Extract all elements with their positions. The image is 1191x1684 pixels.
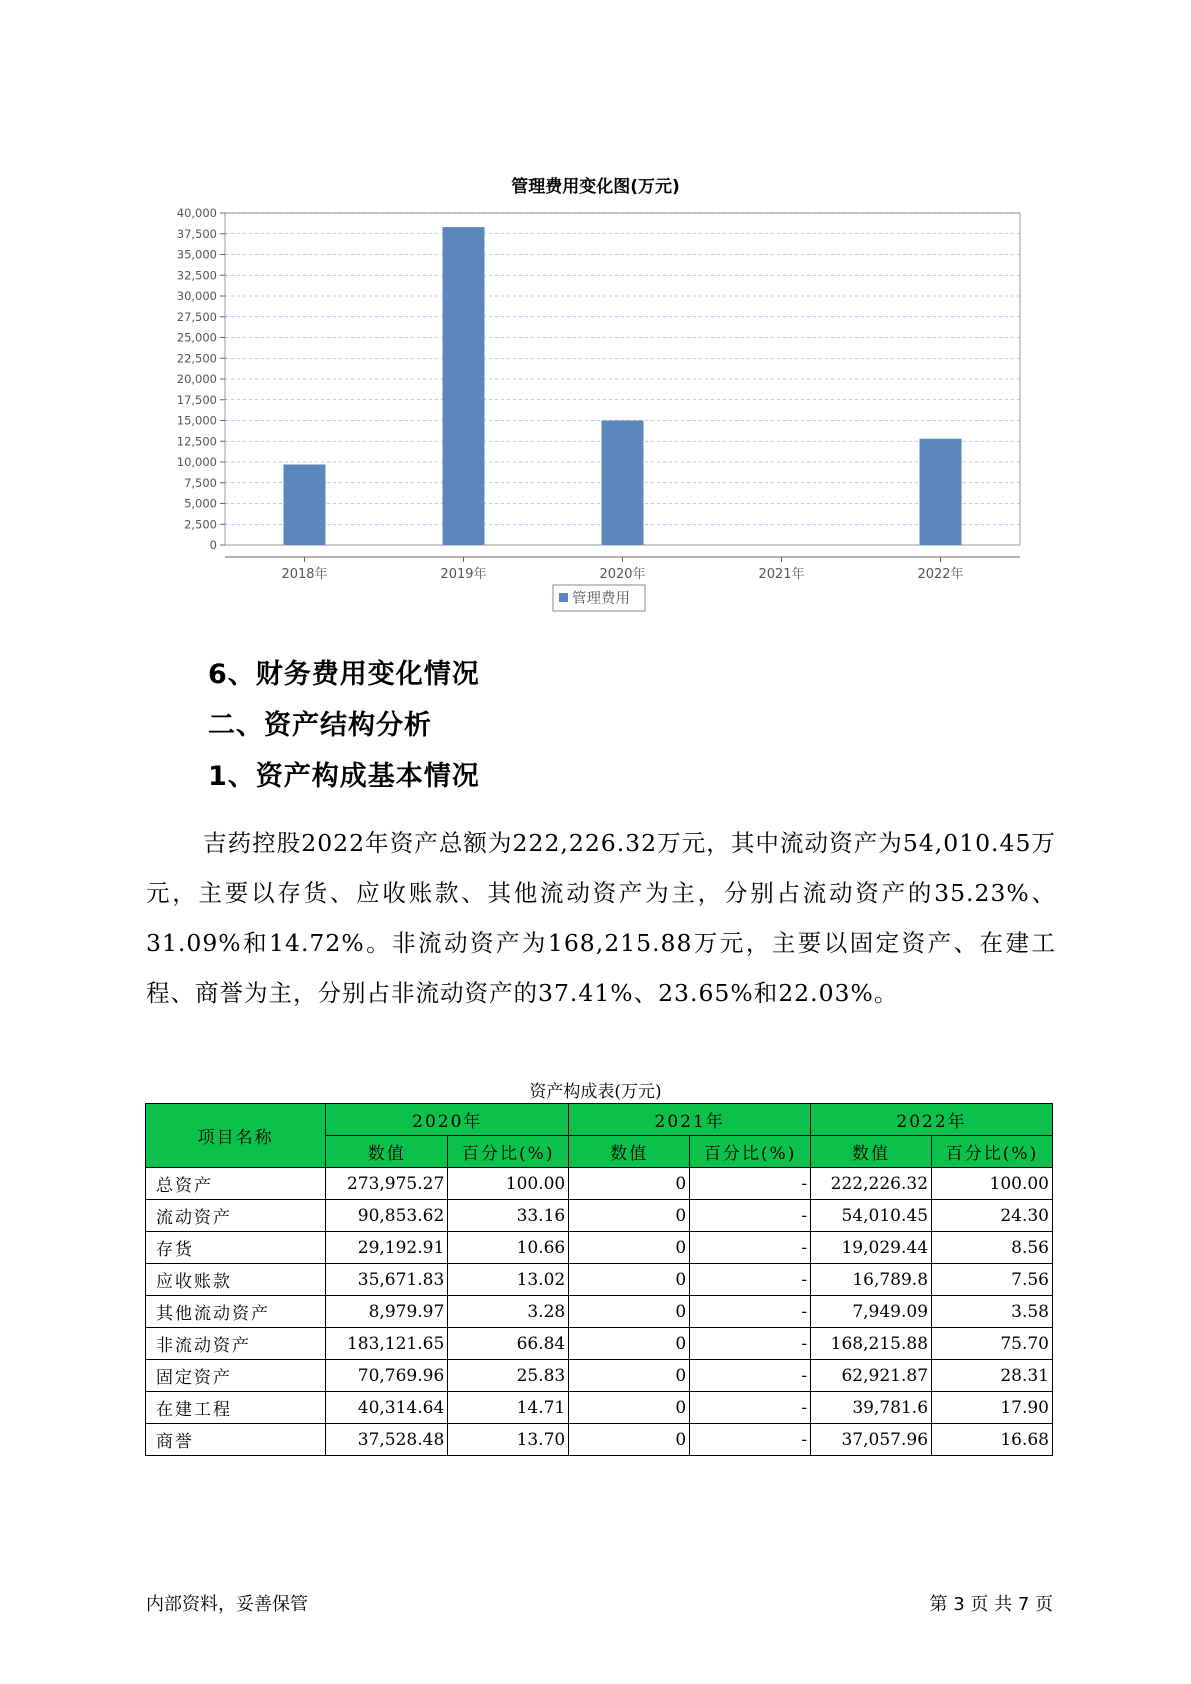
- value-header: 数值: [811, 1136, 932, 1168]
- value-2021-cell: 0: [569, 1328, 690, 1360]
- percent-2022-cell: 75.70: [932, 1328, 1053, 1360]
- x-tick-label: 2019年: [440, 567, 487, 582]
- bar-2018年: [284, 464, 326, 545]
- value-2020-cell: 8,979.97: [326, 1296, 448, 1328]
- y-tick-label: 0: [209, 538, 217, 552]
- percent-2020-cell: 14.71: [448, 1392, 569, 1424]
- table-row: [146, 1232, 1053, 1264]
- bar-2022年: [920, 439, 962, 545]
- value-2022-cell: 37,057.96: [811, 1424, 932, 1456]
- percent-2022-cell: 100.00: [932, 1168, 1053, 1200]
- asset-composition-table: [145, 1103, 1053, 1456]
- chart-title: 管理费用变化图(万元): [511, 177, 680, 197]
- percent-2021-cell: -: [690, 1168, 811, 1200]
- footer-page-number: 第 3 页 共 7 页: [929, 1594, 1053, 1615]
- value-2021-cell: 0: [569, 1264, 690, 1296]
- y-tick-label: 35,000: [176, 247, 217, 262]
- value-2022-cell: 7,949.09: [811, 1296, 932, 1328]
- percent-2021-cell: -: [690, 1200, 811, 1232]
- value-2020-cell: 37,528.48: [326, 1424, 448, 1456]
- table-row: [146, 1296, 1053, 1328]
- percent-2021-cell: -: [690, 1296, 811, 1328]
- value-2022-cell: 16,789.8: [811, 1264, 932, 1296]
- percent-2021-cell: -: [690, 1360, 811, 1392]
- y-tick-label: 10,000: [176, 455, 217, 469]
- item-name-header: 项目名称: [146, 1104, 326, 1168]
- value-2022-cell: 168,215.88: [811, 1328, 932, 1360]
- table-row: [146, 1328, 1053, 1360]
- y-tick-label: 30,000: [176, 289, 217, 303]
- x-tick-label: 2020年: [599, 567, 646, 582]
- percent-2022-cell: 7.56: [932, 1264, 1053, 1296]
- value-2021-cell: 0: [569, 1232, 690, 1264]
- percent-2021-cell: -: [690, 1232, 811, 1264]
- table-title: 资产构成表(万元): [529, 1082, 662, 1102]
- footer-confidential-note: 内部资料，妥善保管: [146, 1594, 308, 1615]
- row-label: 商誉: [146, 1424, 326, 1456]
- y-tick-label: 37,500: [176, 226, 217, 241]
- table-row: [146, 1424, 1053, 1456]
- value-2020-cell: 273,975.27: [326, 1168, 448, 1200]
- heading-asset-composition: 1、资产构成基本情况: [208, 761, 480, 792]
- table-row: [146, 1264, 1053, 1296]
- y-tick-label: 40,000: [176, 206, 217, 220]
- percent-2022-cell: 17.90: [932, 1392, 1053, 1424]
- row-label: 固定资产: [146, 1360, 326, 1392]
- percent-2022-cell: 16.68: [932, 1424, 1053, 1456]
- bar-2019年: [443, 227, 485, 545]
- value-2020-cell: 183,121.65: [326, 1328, 448, 1360]
- y-tick-label: 17,500: [176, 392, 217, 407]
- value-header: 数值: [326, 1136, 448, 1168]
- percent-2020-cell: 66.84: [448, 1328, 569, 1360]
- year-header-2021: 2021年: [569, 1104, 811, 1136]
- percent-2021-cell: -: [690, 1424, 811, 1456]
- y-tick-label: 32,500: [176, 268, 217, 283]
- table-row: [146, 1200, 1053, 1232]
- y-tick-label: 20,000: [176, 372, 217, 386]
- percent-2020-cell: 33.16: [448, 1200, 569, 1232]
- value-2022-cell: 62,921.87: [811, 1360, 932, 1392]
- percent-2022-cell: 24.30: [932, 1200, 1053, 1232]
- y-tick-label: 5,000: [184, 496, 217, 511]
- y-tick-label: 2,500: [184, 517, 217, 532]
- row-label: 存货: [146, 1232, 326, 1264]
- table-row: [146, 1360, 1053, 1392]
- value-2021-cell: 0: [569, 1424, 690, 1456]
- percent-2022-cell: 28.31: [932, 1360, 1053, 1392]
- y-tick-label: 22,500: [176, 351, 217, 366]
- row-label: 流动资产: [146, 1200, 326, 1232]
- percent-2020-cell: 13.02: [448, 1264, 569, 1296]
- percent-2021-cell: -: [690, 1392, 811, 1424]
- y-tick-label: 27,500: [176, 309, 217, 324]
- value-header: 数值: [569, 1136, 690, 1168]
- year-header-2022: 2022年: [811, 1104, 1053, 1136]
- x-tick-label: 2022年: [917, 567, 964, 582]
- table-row: [146, 1168, 1053, 1200]
- percent-2020-cell: 100.00: [448, 1168, 569, 1200]
- heading-financial-expense: 6、财务费用变化情况: [208, 659, 480, 690]
- percent-2020-cell: 13.70: [448, 1424, 569, 1456]
- row-label: 其他流动资产: [146, 1296, 326, 1328]
- percent-header: 百分比(%): [690, 1136, 811, 1168]
- row-label: 总资产: [146, 1168, 326, 1200]
- percent-2021-cell: -: [690, 1328, 811, 1360]
- row-label: 在建工程: [146, 1392, 326, 1424]
- value-2021-cell: 0: [569, 1360, 690, 1392]
- y-tick-label: 12,500: [176, 434, 217, 449]
- value-2021-cell: 0: [569, 1200, 690, 1232]
- year-header-2020: 2020年: [326, 1104, 569, 1136]
- legend-label: 管理费用: [572, 591, 630, 607]
- heading-asset-structure: 二、资产结构分析: [208, 710, 432, 741]
- value-2022-cell: 54,010.45: [811, 1200, 932, 1232]
- percent-2021-cell: -: [690, 1264, 811, 1296]
- percent-2020-cell: 10.66: [448, 1232, 569, 1264]
- percent-2020-cell: 3.28: [448, 1296, 569, 1328]
- percent-header: 百分比(%): [932, 1136, 1053, 1168]
- value-2022-cell: 39,781.6: [811, 1392, 932, 1424]
- value-2020-cell: 70,769.96: [326, 1360, 448, 1392]
- y-tick-label: 25,000: [176, 330, 217, 345]
- y-tick-label: 15,000: [176, 413, 217, 428]
- value-2020-cell: 29,192.91: [326, 1232, 448, 1264]
- x-tick-label: 2021年: [758, 567, 805, 582]
- value-2020-cell: 35,671.83: [326, 1264, 448, 1296]
- value-2022-cell: 19,029.44: [811, 1232, 932, 1264]
- bar-2020年: [602, 421, 644, 546]
- percent-2020-cell: 25.83: [448, 1360, 569, 1392]
- value-2020-cell: 90,853.62: [326, 1200, 448, 1232]
- row-label: 应收账款: [146, 1264, 326, 1296]
- legend-swatch: [559, 593, 568, 602]
- value-2022-cell: 222,226.32: [811, 1168, 932, 1200]
- admin-expense-bar-chart: [150, 200, 1030, 620]
- table-row: [146, 1392, 1053, 1424]
- x-tick-label: 2018年: [281, 567, 328, 582]
- asset-summary-paragraph: 吉药控股2022年资产总额为222,226.32万元，其中流动资产为54,010.45万元，主要以存货、应收账款、其他流动资产为主，分别占流动资产的35.23%、31.09%和14.72%。非流动资产为168,215.88万元，主要以固定资产、在建工程、商誉为主，分别占非流动资产的37.41%、23.65%和22.03%。: [146, 829, 1056, 1007]
- value-2021-cell: 0: [569, 1168, 690, 1200]
- y-tick-label: 7,500: [184, 475, 217, 490]
- value-2021-cell: 0: [569, 1296, 690, 1328]
- percent-2022-cell: 8.56: [932, 1232, 1053, 1264]
- value-2021-cell: 0: [569, 1392, 690, 1424]
- percent-2022-cell: 3.58: [932, 1296, 1053, 1328]
- row-label: 非流动资产: [146, 1328, 326, 1360]
- percent-header: 百分比(%): [448, 1136, 569, 1168]
- value-2020-cell: 40,314.64: [326, 1392, 448, 1424]
